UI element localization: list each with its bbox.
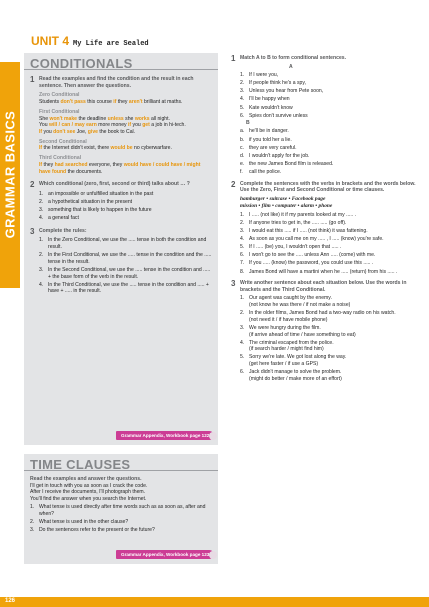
conditionals-question-2	[30, 181, 212, 189]
conditionals-box	[24, 53, 218, 445]
list-item: 2. In the older films, James Bond had a two-way radio on his watch. (not need it / if have mobile phone)	[240, 309, 396, 323]
zero-conditional-example: Students don't pass this course if they aren't brilliant at maths.	[39, 99, 183, 106]
list-item: 6. I won't go to see the ..... unless Ann ..... (come) with me.	[240, 252, 376, 259]
list-item: e. the new James Bond film is released.	[240, 160, 334, 167]
list-item: 1. Our agent was caught by the enemy. (not know he was there / if not make a noise)	[240, 295, 351, 308]
question-number: 3	[30, 226, 35, 236]
exercise-number: 3	[231, 279, 236, 289]
list-item: 3. We were hungry during the film. (if arrive ahead of time / have something to eat)	[240, 324, 356, 338]
list-item: 5. Sorry we're late. We got lost along the way. (get here faster / if use a GPS)	[240, 354, 347, 368]
list-item: 3. Unless you hear from Pete soon,	[240, 88, 324, 95]
column-a-label: A	[289, 64, 293, 70]
exercise-instruction: Write another sentence about each situation below. Use the words in brackets and the Third Conditional.	[240, 280, 407, 294]
time-clauses-header	[24, 454, 218, 471]
time-clauses-heading: TIME CLAUSES	[30, 457, 131, 472]
list-item: f. call the police.	[240, 169, 282, 176]
list-item: 1. If I were you,	[240, 72, 279, 79]
list-item: 2. What tense is used in the other clause?	[30, 519, 129, 526]
time-clauses-instruction: Read the examples and answer the questions.	[30, 476, 142, 482]
list-item: 1. I ..... (not like) it if my parents looked at my ..... .	[240, 211, 357, 218]
first-conditional-example-3: If you don't see Joe, give the book to Cal.	[39, 129, 136, 136]
unit-subtitle: My Life are Sealed	[73, 40, 149, 48]
conditionals-q2-list	[30, 191, 212, 222]
section-side-tab	[0, 62, 20, 288]
list-item: b. if you told her a lie.	[240, 136, 292, 143]
word-bank-line-1: hamburger • suitcase • Facebook page	[240, 196, 326, 203]
reference-dot-icon	[209, 432, 217, 440]
exercise-3-list	[231, 295, 419, 383]
exercise-1-column-a	[231, 72, 419, 119]
list-item: 2. If anyone tries to get in, the ..... ..... (go off).	[240, 219, 347, 226]
list-item: 4. a general fact	[39, 215, 79, 222]
time-clauses-questions	[30, 504, 212, 534]
question-instruction: Read the examples and find the condition and the result in each sentence. Then answer the questions.	[39, 76, 194, 89]
unit-title	[31, 34, 149, 50]
exercise-1-column-b	[231, 128, 419, 175]
grammar-appendix-reference[interactable]: Grammar Appendix, Workbook page 122	[116, 431, 214, 440]
first-conditional-example-2: You will / can / may earn more money if you get a job in hi-tech.	[39, 122, 186, 129]
list-item: 3. something that is likely to happen in the future	[39, 206, 152, 213]
question-instruction: Complete the rules:	[39, 227, 87, 234]
question-number: 2	[30, 180, 35, 190]
exercises-column	[231, 55, 419, 383]
list-item: 3. Do the sentences refer to the present or the future?	[30, 527, 155, 534]
column-b-label: B	[246, 120, 250, 127]
list-item: 6. Jack didn't manage to solve the problem. (might do better / make more of an effort)	[240, 369, 342, 382]
third-conditional-example: If they had searched everyone, they would have / could have / might have found the documents.	[39, 161, 201, 175]
list-item: 1. What tense is used directly after time words such as as soon as, after and when?	[30, 504, 206, 517]
conditionals-question-3	[30, 228, 212, 236]
first-conditional-example-1: She won't make the deadline unless she works all night.	[39, 115, 170, 122]
conditionals-heading: CONDITIONALS	[30, 56, 133, 71]
side-tab-label: GRAMMAR BASICS	[2, 111, 18, 239]
conditionals-header	[24, 53, 218, 70]
list-item: c. they are very careful.	[240, 144, 297, 151]
exercise-1-heading	[231, 55, 419, 63]
page-number: 126	[5, 598, 16, 604]
exercise-number: 2	[231, 179, 236, 189]
question-instruction: Which conditional (zero, first, second or third) talks about … ?	[39, 181, 190, 188]
list-item: 3. In the Second Conditional, we use the ..... tense in the condition and ..... + the base form of the verb in the result.	[39, 266, 211, 280]
exercise-instruction: Match A to B to form conditional sentences.	[240, 55, 347, 61]
list-item: 2. If people think he's a spy,	[240, 80, 306, 87]
list-item: 8. James Bond will have a martini when he ..... (return) from his ..... .	[240, 268, 398, 275]
list-item: a. he'll be in danger.	[240, 128, 289, 135]
list-item: 1. an impossible or unfulfilled situation in the past	[39, 190, 154, 197]
exercise-2-heading	[231, 181, 419, 194]
time-clauses-example: After I receive the documents, I'll photograph them.	[30, 489, 146, 496]
page-footer-bar	[0, 597, 429, 607]
exercise-instruction: Complete the sentences with the verbs in brackets and the words below. Use the Zero, First and Second Conditional or time clauses.	[240, 180, 416, 194]
exercise-number: 1	[231, 54, 236, 63]
time-clauses-box	[24, 454, 218, 564]
first-conditional-label: First Conditional	[39, 108, 80, 115]
exercise-2-list	[231, 212, 419, 275]
list-item: 2. In the First Conditional, we use the ..... tense in the condition and the ..... tense in the result.	[39, 252, 212, 265]
second-conditional-label: Second Conditional	[39, 138, 87, 145]
list-item: 5. If I ..... (be) you, I wouldn't open that ..... .	[240, 244, 342, 251]
list-item: d. I wouldn't apply for the job.	[240, 152, 310, 159]
word-bank-line-2: mission • film • computer • alarm • phone	[240, 203, 333, 210]
list-item: 4. The criminal escaped from the police. (if search harder / might find him)	[240, 339, 334, 353]
list-item: 5. Kate wouldn't know	[240, 104, 293, 111]
list-item: 4. As soon as you call me on my ..... , I ..... (know) you're safe.	[240, 236, 384, 243]
third-conditional-label: Third Conditional	[39, 155, 82, 162]
exercise-3-heading	[231, 280, 419, 293]
time-clauses-example: I'll get in touch with you as soon as I crack the code.	[30, 482, 148, 489]
unit-label: UNIT 4	[31, 34, 70, 48]
time-clauses-example: You'll find the answer when you search the Internet.	[30, 496, 147, 503]
conditionals-q3-list	[30, 237, 212, 295]
question-number: 1	[30, 75, 35, 84]
list-item: 4. I'll be happy when	[240, 96, 290, 103]
grammar-appendix-reference[interactable]: Grammar Appendix, Workbook page 123	[116, 550, 214, 559]
list-item: 3. I would eat this ..... if I ..... (not think) it was fattening.	[240, 228, 368, 235]
list-item: 2. a hypothetical situation in the present	[39, 198, 133, 205]
list-item: 6. Spies don't survive unless	[240, 112, 308, 119]
list-item: 7. If you ..... (know) the password, you could use this ..... .	[240, 260, 374, 267]
reference-dot-icon	[209, 551, 217, 559]
list-item: 1. In the Zero Conditional, we use the ..... tense in both the condition and result.	[39, 237, 207, 250]
list-item: 4. In the Third Conditional, we use the ..... tense in the condition and ..... + have + ..... in the result.	[39, 281, 209, 295]
second-conditional-example: If the Internet didn't exist, there would be no cyberwarfare.	[39, 145, 172, 152]
conditionals-question-1	[30, 76, 212, 89]
zero-conditional-label: Zero Conditional	[39, 92, 80, 99]
